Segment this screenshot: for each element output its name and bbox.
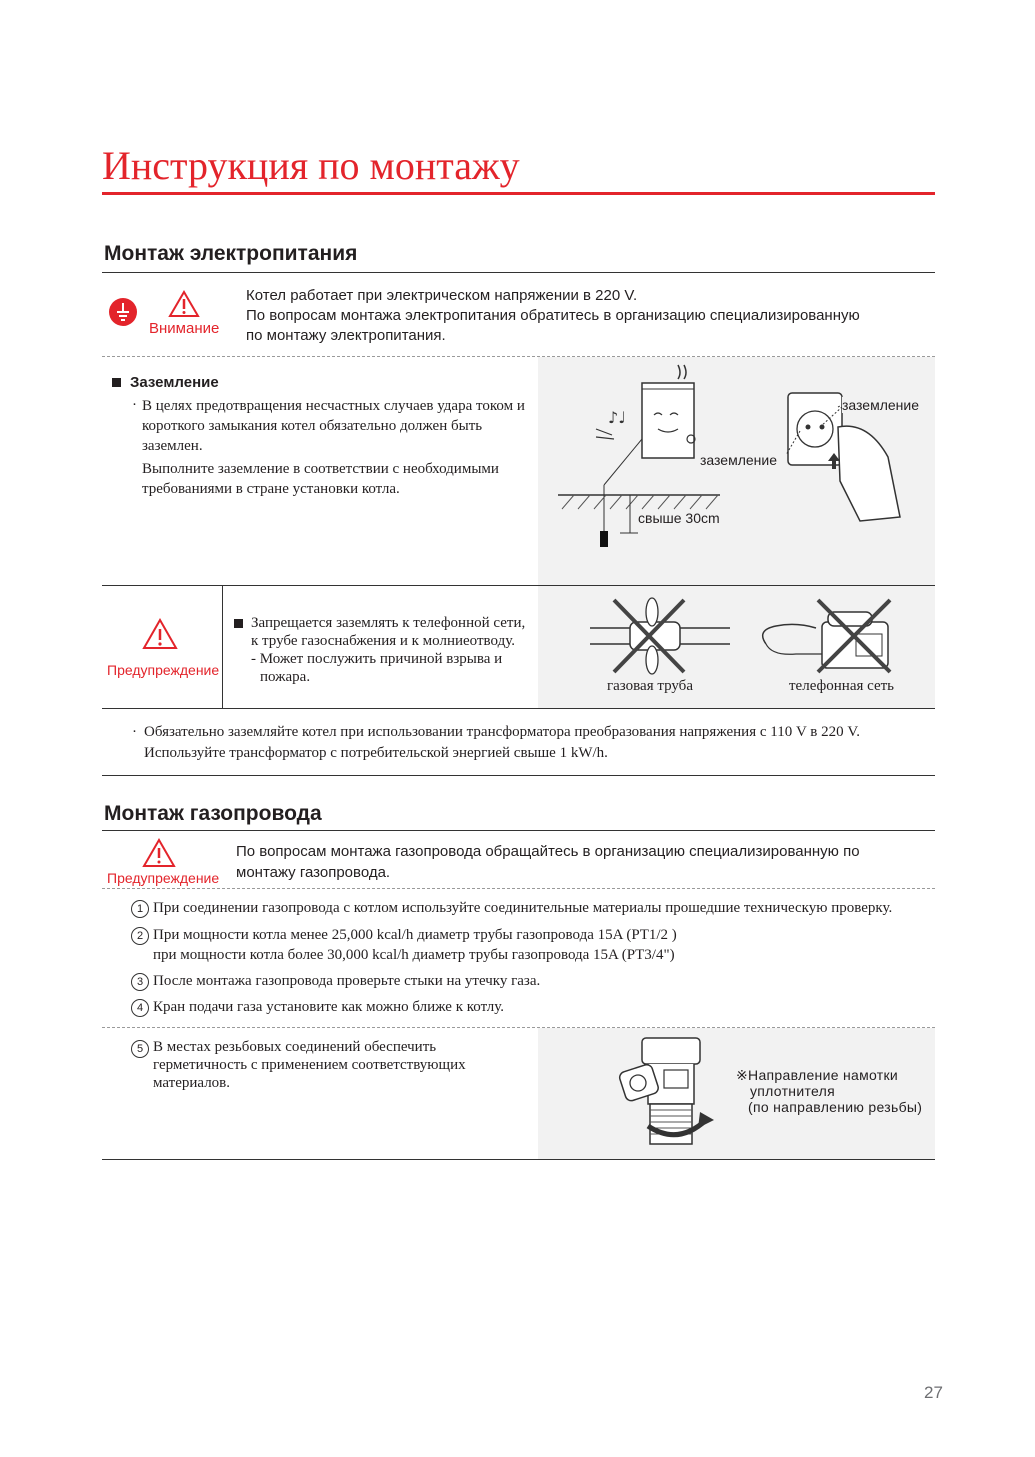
divider [102, 775, 935, 776]
gas-warning-triangle-icon [142, 838, 176, 868]
thread-note [736, 1067, 922, 1115]
square-bullet-icon [234, 619, 243, 628]
grounding-line: требованиями в стране установки котла. [142, 481, 400, 497]
thread-figure-panel [538, 1028, 935, 1159]
svg-text:♪♩: ♪♩ [608, 408, 626, 427]
warning-line: Запрещается заземлять к телефонной сети, [251, 615, 526, 631]
caution-line: По вопросам монтажа электропитания обратитесь в организацию специализированную [246, 307, 860, 324]
warning-triangle-icon [142, 618, 178, 650]
gas-heading: Монтаж газопровода [104, 802, 322, 825]
item-number: 3 [131, 973, 149, 991]
grounding-line: короткого замыкания котел обязательно должен быть [142, 418, 483, 434]
page-number: 27 [924, 1383, 943, 1402]
fig-label-gas-pipe: газовая труба [607, 678, 693, 694]
item-line: Кран подачи газа установите как можно ближе к котлу. [153, 999, 504, 1015]
page-title: Инструкция по монтажу [102, 143, 520, 188]
transformer-line: Используйте трансформатор с потребительской энергией свыше 1 kW/h. [144, 745, 608, 761]
item-line: герметичность с применением соответствующих [153, 1057, 466, 1073]
item-line: материалов. [153, 1075, 231, 1091]
grounding-line: Выполните заземление в соответствии с необходимыми [142, 461, 499, 477]
item-line: В местах резьбовых соединений обеспечить [153, 1039, 437, 1055]
warning-text [251, 614, 525, 686]
caution-label: Внимание [149, 320, 220, 337]
warning-figure-panel [538, 586, 935, 708]
boiler-grounding-figure [538, 357, 935, 585]
transformer-text [144, 722, 860, 764]
warning-column-divider [222, 586, 223, 708]
warning-line: к трубе газоснабжения и к молниеотводу. [251, 633, 515, 649]
item-line: при мощности котла более 30,000 kcal/h диаметр трубы газопровода 15A (PT3/4") [153, 947, 675, 963]
note-line: уплотнителя [750, 1083, 835, 1099]
item-line: После монтажа газопровода проверьте стыки на утечку газа. [153, 973, 541, 989]
grounding-line: заземлен. [142, 438, 203, 454]
gas-warning-text [236, 841, 860, 883]
divider [102, 830, 935, 831]
caution-line: Котел работает при электрическом напряжении в 220 V. [246, 287, 638, 304]
item-number: 2 [131, 927, 149, 945]
item-line: При мощности котла менее 25,000 kcal/h диаметр трубы газопровода 15A (PT1/2 ) [153, 927, 677, 943]
transformer-line: Обязательно заземляйте котел при использовании трансформатора преобразования напряжения с 110 V в 220 V. [144, 724, 860, 740]
grounding-text [142, 396, 525, 499]
divider [102, 1159, 935, 1160]
fig-label-ground-right: заземление [842, 397, 920, 413]
item-number: 1 [131, 900, 149, 918]
note-line: (по направлению резьбы) [748, 1099, 923, 1115]
divider [102, 708, 935, 709]
note-line: ※Направление намотки [736, 1067, 899, 1083]
gas-warning-label: Предупреждение [107, 870, 220, 886]
item-line: При соединении газопровода с котлом используйте соединительные материалы прошедшие техническую проверку. [153, 900, 893, 916]
warning-line: - Может послужить причиной взрыва и [251, 651, 503, 667]
title-underline [102, 192, 935, 195]
grounding-bullet: · [132, 397, 137, 413]
divider [102, 272, 935, 273]
electrical-heading: Монтаж электропитания [104, 242, 358, 265]
warning-line: пожара. [260, 669, 311, 685]
dashed-divider [102, 888, 935, 889]
square-bullet-icon [112, 378, 121, 387]
caution-text [246, 286, 860, 346]
fig-label-ground-mid: заземление [700, 452, 778, 468]
caution-triangle-icon [168, 290, 200, 318]
warning-label: Предупреждение [107, 662, 220, 678]
gas-warning-line: По вопросам монтажа газопровода обращайтесь в организацию специализированную по [236, 843, 860, 860]
grounding-figure-panel [538, 357, 935, 585]
gas-warning-line: монтажу газопровода. [236, 864, 391, 881]
ground-symbol-icon [108, 297, 138, 327]
caution-line: по монтажу электропитания. [246, 327, 446, 344]
fig-label-depth: свыше 30cm [638, 510, 720, 526]
grounding-line: В целях предотвращения несчастных случаев удара током и [142, 398, 525, 414]
transformer-bullet: · [132, 724, 137, 740]
item-number: 5 [131, 1040, 149, 1058]
grounding-title: Заземление [130, 374, 219, 391]
item-number: 4 [131, 999, 149, 1017]
fig-label-phone: телефонная сеть [789, 678, 895, 694]
